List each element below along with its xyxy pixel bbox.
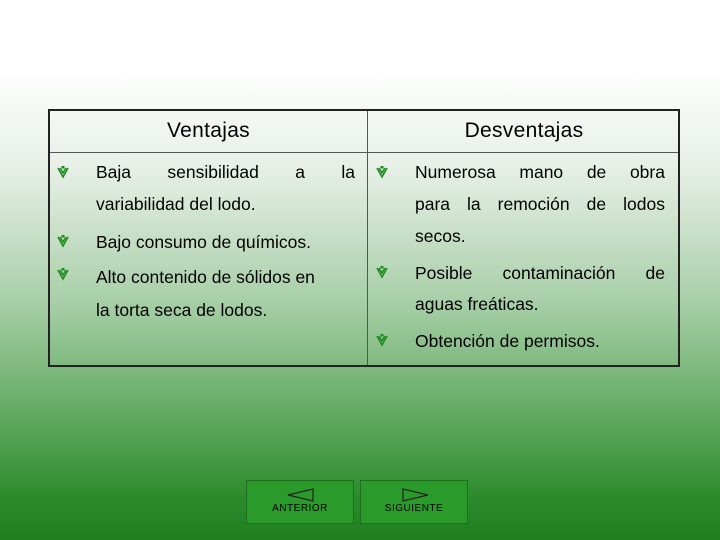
diamond-bullet-icon <box>56 267 70 281</box>
word: de <box>645 263 665 283</box>
diamond-bullet-icon <box>56 165 70 179</box>
word: de <box>586 162 607 182</box>
previous-label: ANTERIOR <box>272 503 328 514</box>
word: contaminación <box>502 263 616 283</box>
desventaja-2-line-2: aguas freáticas. <box>415 294 539 314</box>
word: de <box>586 194 607 214</box>
word: para <box>415 194 451 214</box>
ventaja-3-line-2: la torta seca de lodos. <box>96 300 268 320</box>
diamond-bullet-icon <box>375 333 389 347</box>
word: obra <box>629 162 665 182</box>
desventaja-1-line-2 <box>415 194 665 215</box>
header-divider <box>50 152 678 153</box>
desventaja-1-line-3: secos. <box>415 226 466 246</box>
header-desventajas: Desventajas <box>464 119 584 142</box>
column-divider <box>367 111 368 365</box>
desventaja-3-line-1: Obtención de permisos. <box>415 331 600 351</box>
diamond-bullet-icon <box>375 265 389 279</box>
diamond-bullet-icon <box>56 234 70 248</box>
arrow-right-icon <box>401 487 429 503</box>
previous-button[interactable] <box>246 480 354 524</box>
desventaja-1-line-1 <box>415 162 665 183</box>
ventaja-1-line-1 <box>96 162 355 183</box>
next-button[interactable] <box>360 480 468 524</box>
ventaja-2-line-1: Bajo consumo de químicos. <box>96 232 311 252</box>
word: la <box>341 162 355 182</box>
word: Baja <box>96 162 132 182</box>
word: sensibilidad <box>167 162 259 182</box>
word: Numerosa <box>415 162 496 182</box>
desventaja-2-line-1 <box>415 263 665 284</box>
diamond-bullet-icon <box>375 165 389 179</box>
header-ventajas: Ventajas <box>167 119 250 142</box>
ventaja-1-line-2: variabilidad del lodo. <box>96 194 256 214</box>
word: la <box>467 194 481 214</box>
next-label: SIGUIENTE <box>384 503 444 514</box>
word: Posible <box>415 263 473 283</box>
word: mano <box>519 162 564 182</box>
ventaja-3-line-1: Alto contenido de sólidos en <box>96 267 315 287</box>
arrow-left-icon <box>287 487 315 503</box>
word: remoción <box>497 194 570 214</box>
word: lodos <box>623 194 665 214</box>
word: a <box>295 162 305 182</box>
